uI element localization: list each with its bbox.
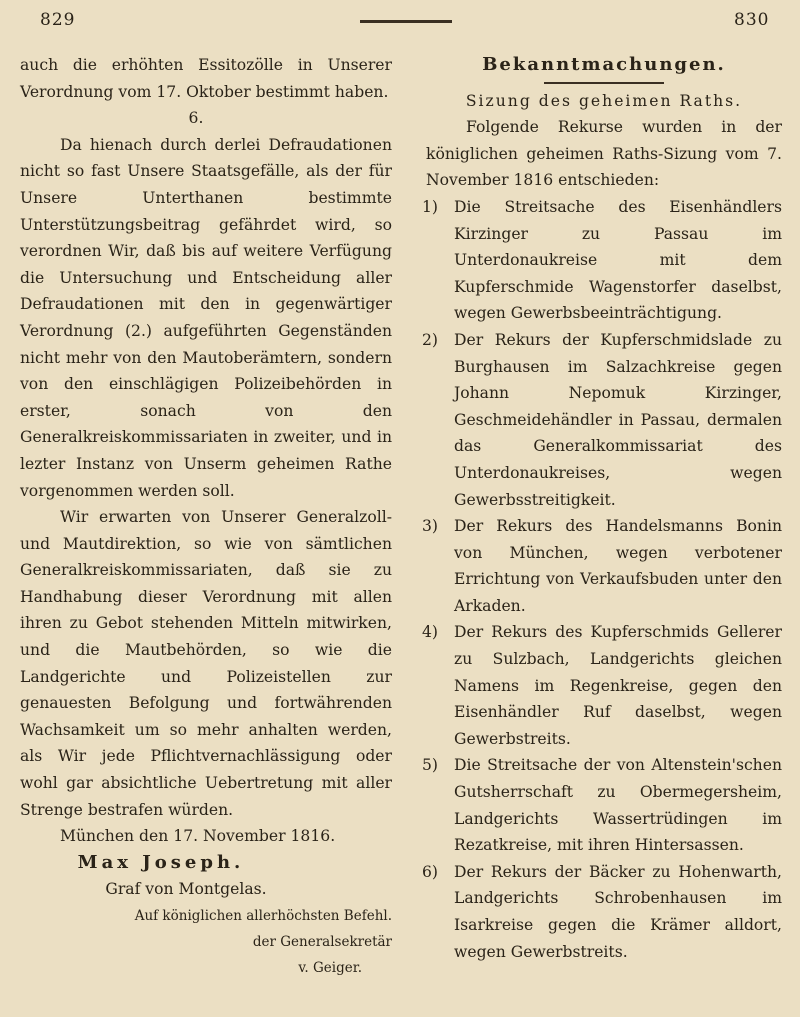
right-column xyxy=(422,52,782,965)
item-number: 5) xyxy=(422,756,439,775)
section-subheading: Sizung des geheimen Raths. xyxy=(465,91,743,110)
section-heading: Bekanntmachungen. xyxy=(482,54,726,75)
secretary-line: der Generalsekretär xyxy=(252,934,392,950)
list-item xyxy=(422,859,782,965)
list-item xyxy=(422,752,782,858)
header-rule xyxy=(360,20,452,23)
list-item xyxy=(422,194,782,327)
list-item xyxy=(422,327,782,513)
page-number-right: 830 xyxy=(734,10,770,30)
list-item xyxy=(422,513,782,619)
item-number: 1) xyxy=(422,197,439,216)
item-text: Die Streitsache des Eisenhändlers Kirzinger zu Passau im Unterdonaukreise mit dem Kupferschmide Wagenstorfer daselbst, wegen Gewerbsbeeinträchtigung. xyxy=(454,197,782,323)
item-text: Der Rekurs des Kupferschmids Gellerer zu Sulzbach, Landgerichts gleichen Namens im Regenkreise, gegen den Eisenhändler Ruf daselbst, wegen Gewerbstreits. xyxy=(454,623,782,748)
section-number: 6. xyxy=(188,109,204,128)
item-text: Der Rekurs des Handelsmanns Bonin von München, wegen verbotener Errichtung von Verkaufsbuden unter den Arkaden. xyxy=(454,517,782,615)
order-line: Auf königlichen allerhöchsten Befehl. xyxy=(134,908,392,924)
signature-graf: Graf von Montgelas. xyxy=(105,880,267,899)
left-column xyxy=(20,52,392,981)
date-line: München den 17. November 1816. xyxy=(60,827,336,846)
signature-name: Max Joseph. xyxy=(77,851,245,873)
heading-rule xyxy=(544,82,664,84)
item-number: 6) xyxy=(422,862,439,881)
item-number: 3) xyxy=(422,517,439,536)
item-number: 2) xyxy=(422,330,439,349)
continued-paragraph: auch die erhöhten Essitozölle in Unserer Verordnung vom 17. Oktober bestimmt haben. xyxy=(20,56,392,101)
item-text: Die Streitsache der von Altenstein'schen Gutsherrschaft zu Obermegersheim, Landgerichts Wassertrüdingen im Rezatkreise, mit ihren Hintersassen. xyxy=(454,756,782,855)
item-text: Der Rekurs der Kupferschmidslade zu Burghausen im Salzachkreise gegen Johann Nepomuk Kirzinger, Geschmeidehändler in Passau, dermalen das Generalkommissariat des Unterdonaukreises, wegen Gewerbsstreitigkeit. xyxy=(454,330,782,509)
secretary-name: v. Geiger. xyxy=(298,960,362,976)
intro-paragraph: Folgende Rekurse wurden in der königlichen geheimen Raths-Sizung vom 7. November 1816 entschieden: xyxy=(426,118,782,190)
paragraph-expectation: Wir erwarten von Unserer Generalzoll- und Mautdirektion, so wie von sämtlichen Generalkreiskommissariaten, daß sie zu Handhabung dieser Verordnung mit allen ihren zu Gebot stehenden Mitteln mitwirken, und die Mautbehörden, so wie die Landgerichte und Polizeistellen zur genauesten Befolgung und fortwährenden Wachsamkeit um so mehr anhalten werden, als Wir jede Pflichtvernachlässigung oder wohl gar absichtliche Uebertretung mit aller Strenge bestrafen würden. xyxy=(20,508,392,819)
paragraph-defraudation: Da hienach durch derlei Defraudationen nicht so fast Unsere Staatsgefälle, als der für Unsere Unterthanen bestimmte Unterstützungsbeitrag gefährdet wird, so verordnen Wir, daß bis auf weitere Verfügung die Untersuchung und Entscheidung aller Defraudationen mit den in gegenwärtiger Verordnung (2.) aufgeführten Gegenständen nicht mehr von den Mautoberämtern, sondern von den einschlägigen Polizeibehörden in erster, sonach von den Generalkreiskommissariaten in zweiter, und in lezter Instanz von Unserm geheimen Rathe vorgenommen werden soll. xyxy=(20,135,392,500)
item-number: 4) xyxy=(422,623,439,642)
page-number-left: 829 xyxy=(40,10,76,30)
item-text: Der Rekurs der Bäcker zu Hohenwarth, Landgerichts Schrobenhausen im Isarkreise gegen die Krämer alldort, wegen Gewerbstreits. xyxy=(454,862,782,961)
list-item xyxy=(422,619,782,752)
